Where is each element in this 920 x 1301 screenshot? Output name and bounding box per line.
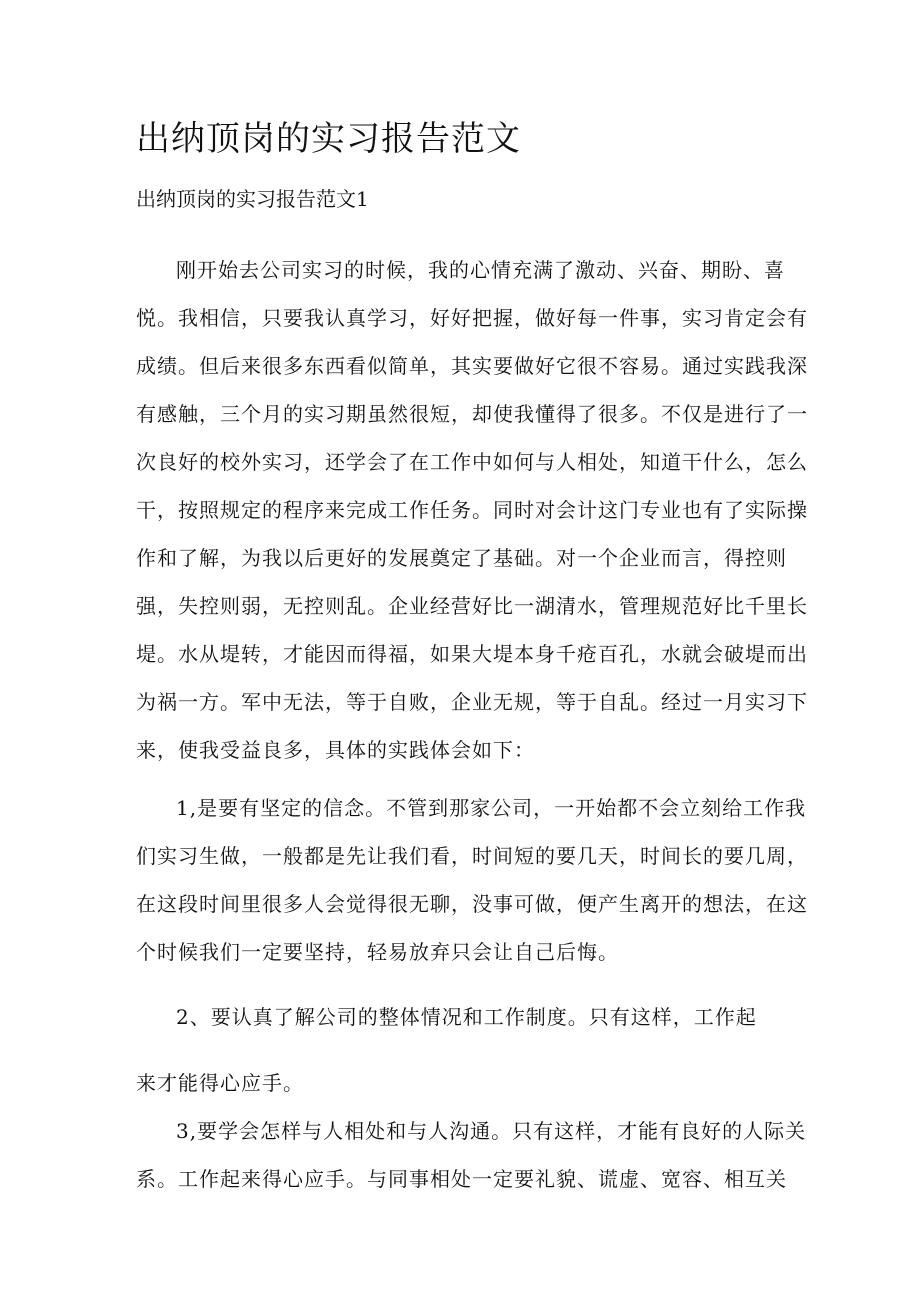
document-title: 出纳顶岗的实习报告范文 [136,119,521,159]
text-line: 作和了解，为我以后更好的发展奠定了基础。对一个企业而言，得控则 [136,546,787,570]
text-line: 们实习生做，一般都是先让我们看，时间短的要几天，时间长的要几周， [136,844,808,868]
text-line: 堤。水从堤转，才能因而得福，如果大堤本身千疮百孔，水就会破堤而出 [136,642,808,666]
text-line: 1,是要有坚定的信念。不管到那家公司，一开始都不会立刻给工作我 [176,796,807,820]
text-line: 悦。我相信，只要我认真学习，好好把握，做好每一件事，实习肯定会有 [136,306,808,330]
text-line: 为祸一方。军中无法，等于自败，企业无规，等于自乱。经过一月实习下 [136,690,808,714]
text-line: 刚开始去公司实习的时候，我的心情充满了激动、兴奋、期盼、喜 [176,258,785,282]
paragraph-point-3 [136,1107,807,1203]
document-subtitle: 出纳顶岗的实习报告范文1 [136,187,369,211]
text-line: 来，使我受益良多，具体的实践体会如下： [136,738,535,762]
paragraph-point-1 [136,784,808,976]
text-line: 3,要学会怎样与人相处和与人沟通。只有这样，才能有良好的人际关 [176,1119,807,1143]
text-line: 2、要认真了解公司的整体情况和工作制度。只有这样，工作起 [176,1005,757,1029]
text-line: 有感触，三个月的实习期虽然很短，却使我懂得了很多。不仅是进行了一 [136,402,808,426]
text-line: 干，按照规定的程序来完成工作任务。同时对会计这门专业也有了实际操 [136,498,808,522]
paragraph-point-2 [136,993,796,1107]
text-line: 个时候我们一定要坚持，轻易放弃只会让自己后悔。 [136,940,619,964]
text-line: 来才能得心应手。 [136,1071,304,1095]
text-line: 在这段时间里很多人会觉得很无聊，没事可做，便产生离开的想法，在这 [136,892,808,916]
paragraph-intro [136,246,808,774]
text-line: 系。工作起来得心应手。与同事相处一定要礼貌、谎虚、宽容、相互关 [136,1167,787,1191]
text-line: 成绩。但后来很多东西看似简单，其实要做好它很不容易。通过实践我深 [136,354,808,378]
text-line: 次良好的校外实习，还学会了在工作中如何与人相处，知道干什么，怎么 [136,450,808,474]
text-line: 强，失控则弱，无控则乱。企业经营好比一湖清水，管理规范好比千里长 [136,594,808,618]
